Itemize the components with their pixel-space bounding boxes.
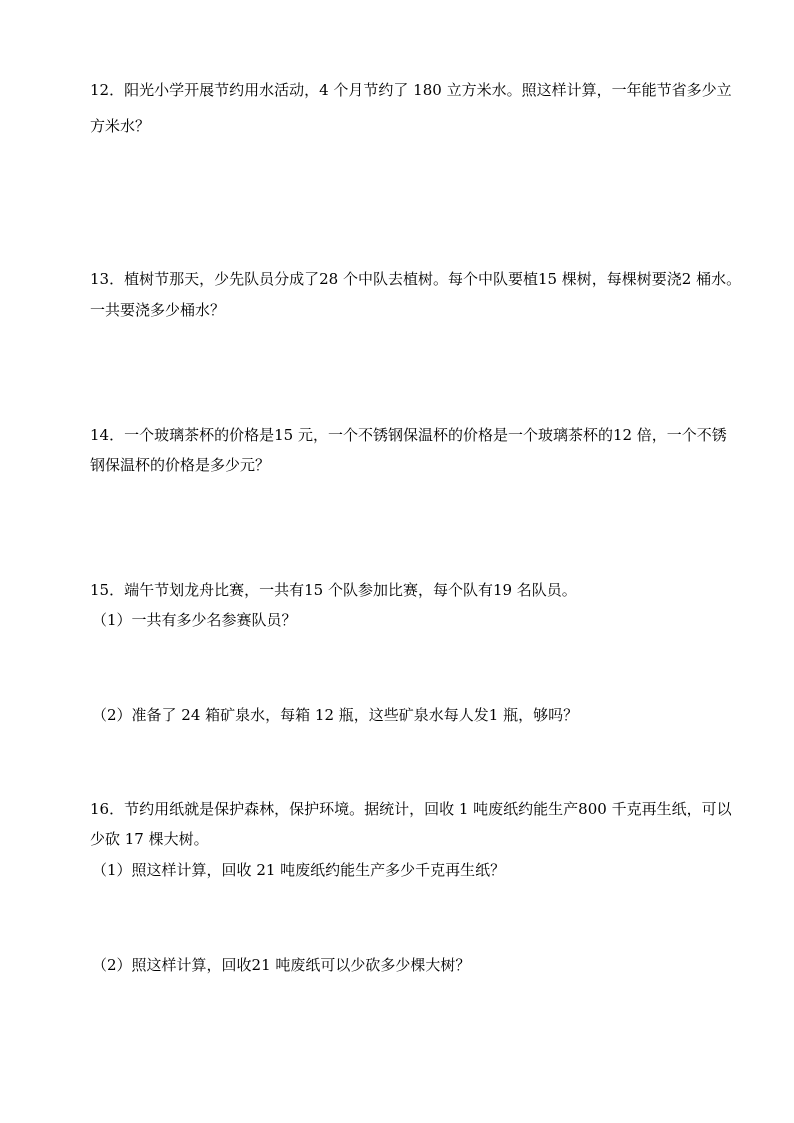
problem-13-line-1: 13．植树节那天，少先队员分成了28 个中队去植树。每个中队要植15 棵树，每棵树要浇2 桶水。 <box>90 270 742 288</box>
problem-14-line-1: 14．一个玻璃茶杯的价格是15 元，一个不锈钢保温杯的价格是一个玻璃茶杯的12 倍，一个不锈 <box>90 426 727 444</box>
problem-12-line-2: 方米水？ <box>90 117 151 135</box>
problem-16-sub-2: （2）照这样计算，回收21 吨废纸可以少砍多少棵大树？ <box>92 956 471 974</box>
problem-12-line-1: 12．阳光小学开展节约用水活动，4 个月节约了 180 立方米水。照这样计算，一年能节省多少立 <box>90 81 732 99</box>
problem-16-line-2: 少砍 17 棵大树。 <box>90 830 209 848</box>
problem-16-sub-1: （1）照这样计算，回收 21 吨废纸约能生产多少千克再生纸？ <box>92 861 506 879</box>
problem-15-line-1: 15．端午节划龙舟比赛，一共有15 个队参加比赛，每个队有19 名队员。 <box>90 581 577 599</box>
problem-15-sub-2: （2）准备了 24 箱矿泉水，每箱 12 瓶，这些矿泉水每人发1 瓶，够吗？ <box>92 706 579 724</box>
problem-16-line-1: 16．节约用纸就是保护森林，保护环境。据统计，回收 1 吨废纸约能生产800 千克再生纸，可以 <box>90 800 732 818</box>
problem-13-line-2: 一共要浇多少桶水？ <box>90 301 226 319</box>
problem-14-line-2: 钢保温杯的价格是多少元？ <box>90 456 271 474</box>
problem-15-sub-1: （1）一共有多少名参赛队员？ <box>92 611 297 629</box>
